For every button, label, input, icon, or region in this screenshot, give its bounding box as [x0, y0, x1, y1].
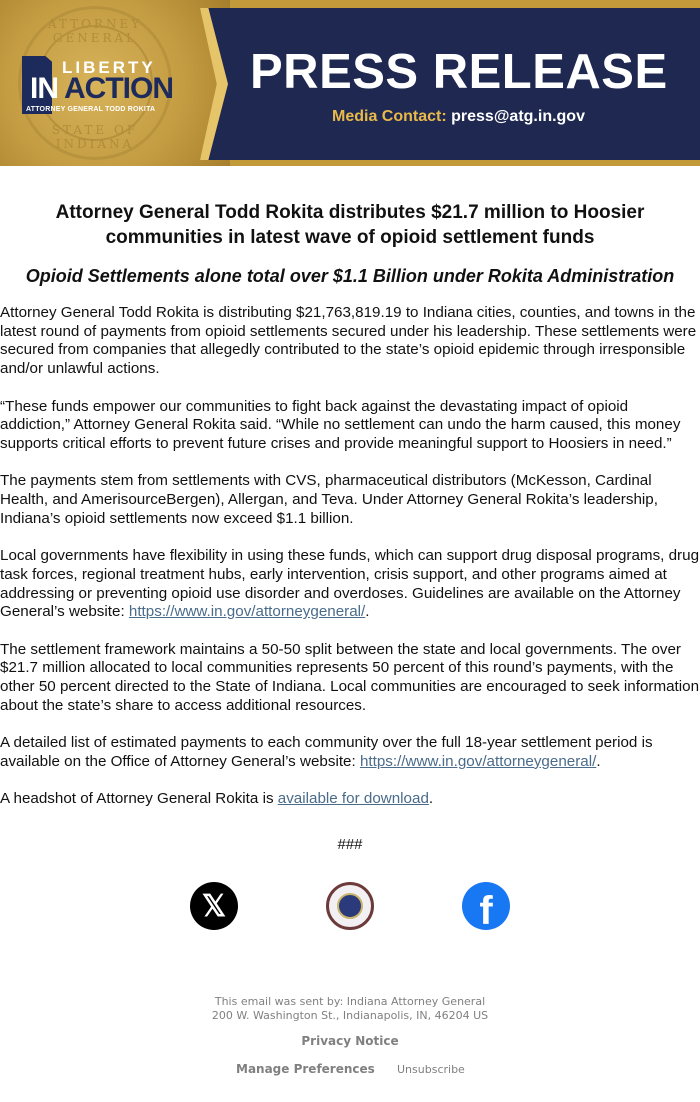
- liberty-in-action-logo: [22, 56, 182, 118]
- manage-preferences-link[interactable]: Manage Preferences: [236, 1062, 375, 1076]
- paragraph-4-text: Local governments have flexibility in using these funds, which can support drug disposal programs, drug task forces, regional treatment hubs, early intervention, crisis support, and other programs aimed at addressing or preventing opioid use disorder and overdoses. Guidelines are available on the Attorney General’s website:: [0, 547, 700, 621]
- x-twitter-icon[interactable]: [190, 882, 238, 930]
- facebook-icon[interactable]: [462, 882, 510, 930]
- paragraph-5: The settlement framework maintains a 50-50 split between the state and local governments. The over $21.7 million allocated to local communities represents 50 percent of this round’s payments, with the other 50 percent directed to the State of Indiana. Local communities are encouraged to seek information about the state’s share to access additional resources.: [0, 640, 700, 714]
- media-contact-label: Media Contact:: [332, 108, 447, 125]
- paragraph-1: Attorney General Todd Rokita is distributing $21,763,819.19 to Indiana cities, counties, and towns in the latest round of payments from opioid settlements secured under his leadership. These settlements were secured from companies that allegedly contributed to the state’s opioid epidemic through irresponsible and/or unlawful actions.: [0, 304, 697, 378]
- paragraph-7-end: .: [428, 790, 434, 808]
- banner-seal-panel: [0, 0, 230, 166]
- payments-list-website-link[interactable]: https://www.in.gov/attorneygeneral/: [359, 752, 597, 770]
- end-marker: ###: [337, 836, 363, 853]
- media-contact: [332, 108, 585, 126]
- logo-liberty-text: LIBERTY: [62, 58, 156, 77]
- article-subheadline: Opioid Settlements alone total over $1.1 Billion under Rokita Administration: [25, 266, 675, 286]
- logo-subtitle: ATTORNEY GENERAL TODD ROKITA: [26, 106, 156, 113]
- attorney-general-website-link[interactable]: https://www.in.gov/attorneygeneral/: [128, 603, 366, 621]
- paragraph-7-text: A headshot of Attorney General Rokita is: [0, 790, 278, 808]
- footer-sent-by: This email was sent by: Indiana Attorney General: [214, 995, 486, 1008]
- paragraph-3: The payments stem from settlements with CVS, pharmaceutical distributors (McKesson, Cardinal Health, and AmerisourceBergen), Allergan, and Teva. Under Attorney General Rokita’s leadership, Indiana’s opioid settlements now exceed $1.1 billion.: [0, 472, 658, 527]
- article-body: [0, 304, 700, 828]
- press-release-title: PRESS RELEASE: [250, 45, 668, 99]
- media-contact-email[interactable]: press@atg.in.gov: [451, 108, 585, 125]
- paragraph-6: [0, 734, 700, 771]
- privacy-notice-link[interactable]: Privacy Notice: [301, 1034, 399, 1048]
- headshot-download-link[interactable]: available for download: [277, 790, 429, 808]
- logo-in-text: IN: [30, 72, 58, 105]
- paragraph-4: [0, 547, 700, 622]
- facebook-f-glyph: f: [479, 889, 493, 930]
- paragraph-7: [0, 790, 700, 809]
- press-release-banner: [0, 0, 700, 166]
- paragraph-6-text: A detailed list of estimated payments to each community over the full 18-year settlement period is available on the Office of Attorney General’s website:: [0, 734, 653, 770]
- logo-action-text: ACTION: [64, 72, 173, 105]
- seal-text-top: ATTORNEY GENERAL: [47, 17, 143, 45]
- unsubscribe-link[interactable]: Unsubscribe: [397, 1063, 465, 1076]
- seal-center: [337, 893, 363, 919]
- x-logo-glyph: 𝕏: [201, 889, 227, 923]
- article-headline: Attorney General Todd Rokita distributes $21.7 million to Hoosier communities in latest wave of opioid settlement funds: [55, 202, 645, 248]
- seal-text-bottom: STATE OF INDIANA: [51, 123, 139, 151]
- paragraph-4-end: .: [365, 603, 370, 621]
- paragraph-2: “These funds empower our communities to fight back against the devastating impact of opioid addiction,” Attorney General Rokita said. “While no settlement can undo the harm caused, this money supports critical efforts to prevent future crises and provide meaningful support to Hoosiers in need.”: [0, 397, 681, 452]
- attorney-general-seal-icon[interactable]: [326, 882, 374, 930]
- paragraph-6-end: .: [596, 752, 601, 770]
- footer-address: 200 W. Washington St., Indianapolis, IN, 46204 US: [211, 1009, 489, 1022]
